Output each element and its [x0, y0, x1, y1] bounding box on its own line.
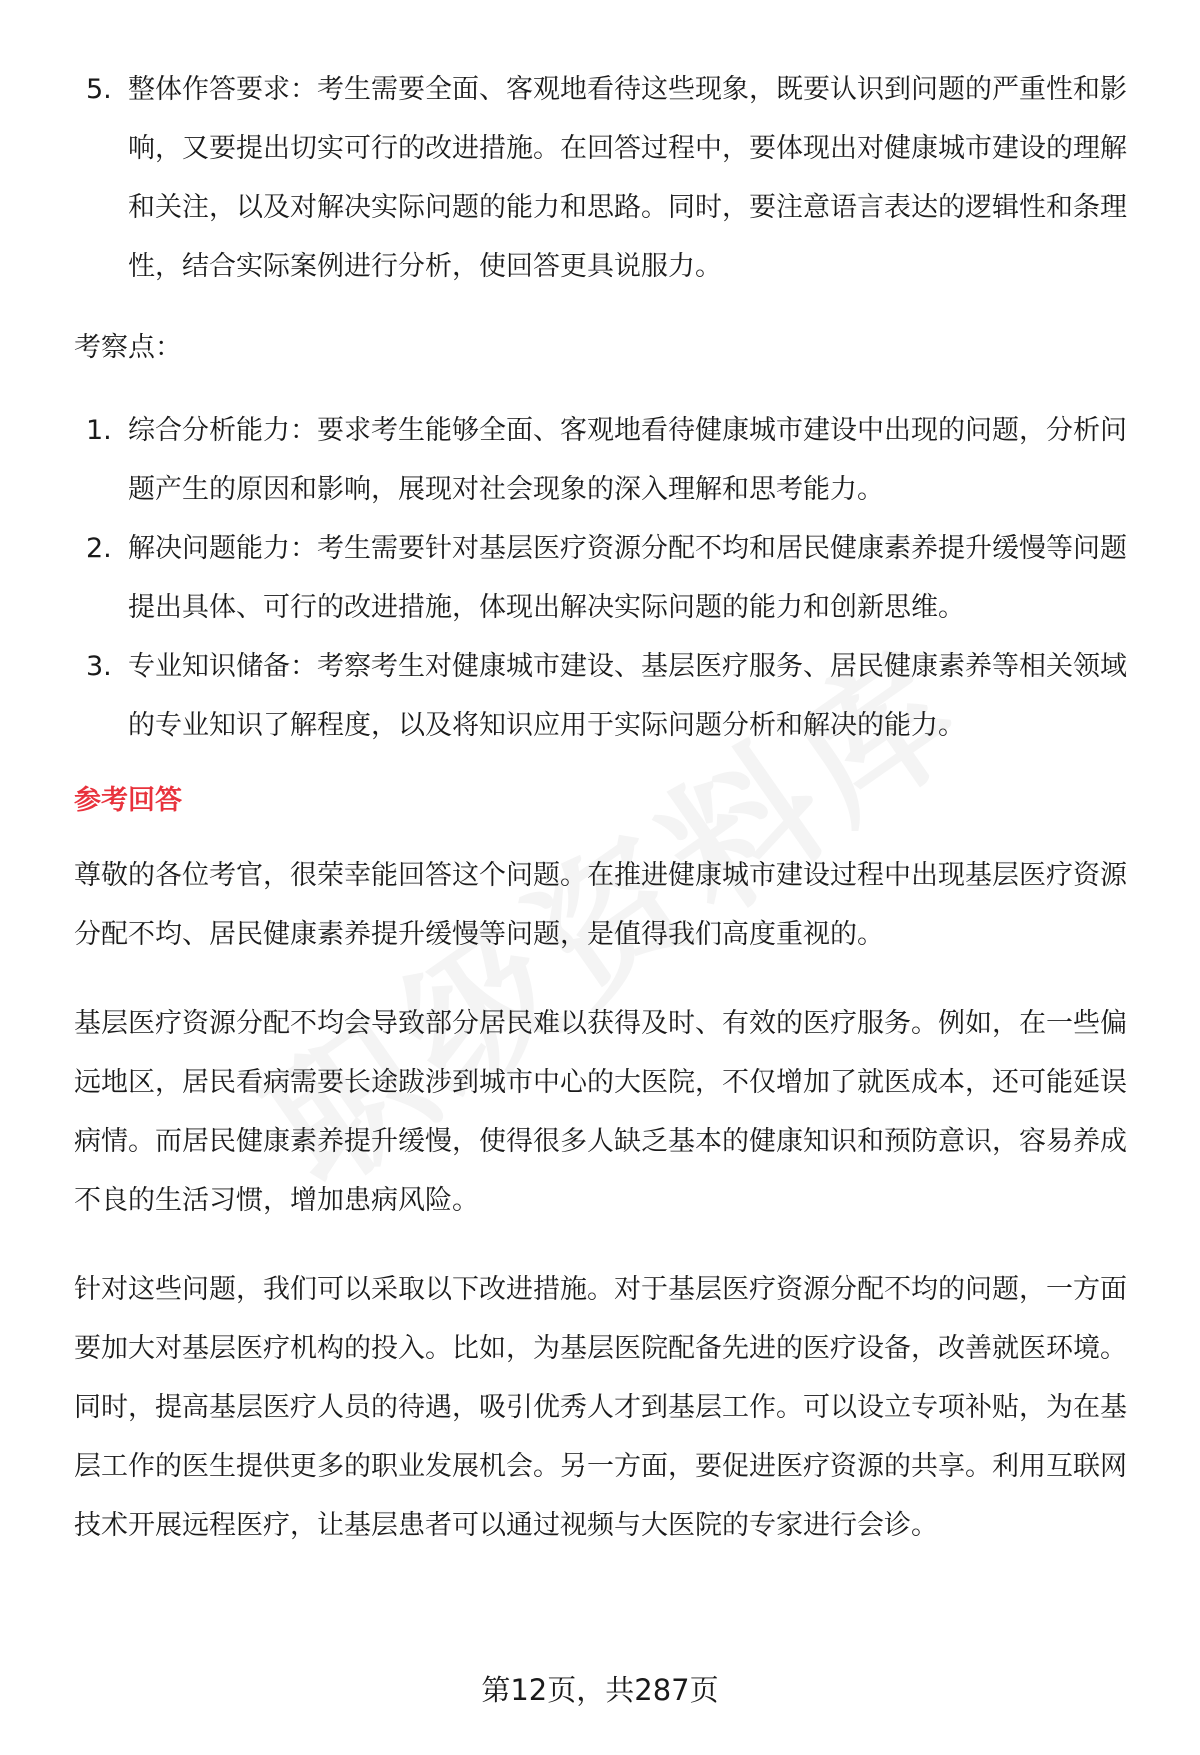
list-item: [74, 637, 1140, 755]
list-item: [74, 519, 1140, 637]
exam-points-label: 考察点：: [74, 332, 182, 363]
list-item-number: 5.: [86, 74, 112, 105]
answer-paragraph: 尊敬的各位考官，很荣幸能回答这个问题。在推进健康城市建设过程中出现基层医疗资源分配不均、居民健康素养提升缓慢等问题，是值得我们高度重视的。: [74, 860, 1127, 950]
list-item-text: 解决问题能力：考生需要针对基层医疗资源分配不均和居民健康素养提升缓慢等问题提出具体、可行的改进措施，体现出解决实际问题的能力和创新思维。: [128, 533, 1127, 623]
answer-paragraph: 基层医疗资源分配不均会导致部分居民难以获得及时、有效的医疗服务。例如，在一些偏远地区，居民看病需要长途跋涉到城市中心的大医院，不仅增加了就医成本，还可能延误病情。而居民健康素养提升缓慢，使得很多人缺乏基本的健康知识和预防意识，容易养成不良的生活习惯，增加患病风险。: [74, 1008, 1127, 1216]
list-item-number: 3.: [86, 651, 112, 682]
page-number: 第12页，共287页: [481, 1673, 719, 1707]
exam-points-list: [74, 401, 1140, 755]
answer-paragraph: 针对这些问题，我们可以采取以下改进措施。对于基层医疗资源分配不均的问题，一方面要加大对基层医疗机构的投入。比如，为基层医院配备先进的医疗设备，改善就医环境。同时，提高基层医疗人员的待遇，吸引优秀人才到基层工作。可以设立专项补贴，为在基层工作的医生提供更多的职业发展机会。另一方面，要促进医疗资源的共享。利用互联网技术开展远程医疗，让基层患者可以通过视频与大医院的专家进行会诊。: [74, 1274, 1127, 1541]
list-item: [74, 60, 1140, 296]
list-item-number: 1.: [86, 415, 112, 446]
list-item-text: 综合分析能力：要求考生能够全面、客观地看待健康城市建设中出现的问题，分析问题产生的原因和影响，展现对社会现象的深入理解和思考能力。: [128, 415, 1127, 505]
list-item-number: 2.: [86, 533, 112, 564]
content: [74, 60, 1140, 1555]
list-item: [74, 401, 1140, 519]
requirements-list: [74, 60, 1140, 296]
list-item-text: 整体作答要求：考生需要全面、客观地看待这些现象，既要认识到问题的严重性和影响，又要提出切实可行的改进措施。在回答过程中，要体现出对健康城市建设的理解和关注，以及对解决实际问题的能力和思路。同时，要注意语言表达的逻辑性和条理性，结合实际案例进行分析，使回答更具说服力。: [128, 74, 1127, 282]
list-item-text: 专业知识储备：考察考生对健康城市建设、基层医疗服务、居民健康素养等相关领域的专业知识了解程度，以及将知识应用于实际问题分析和解决的能力。: [128, 651, 1127, 741]
reference-answer-heading: 参考回答: [74, 785, 182, 816]
